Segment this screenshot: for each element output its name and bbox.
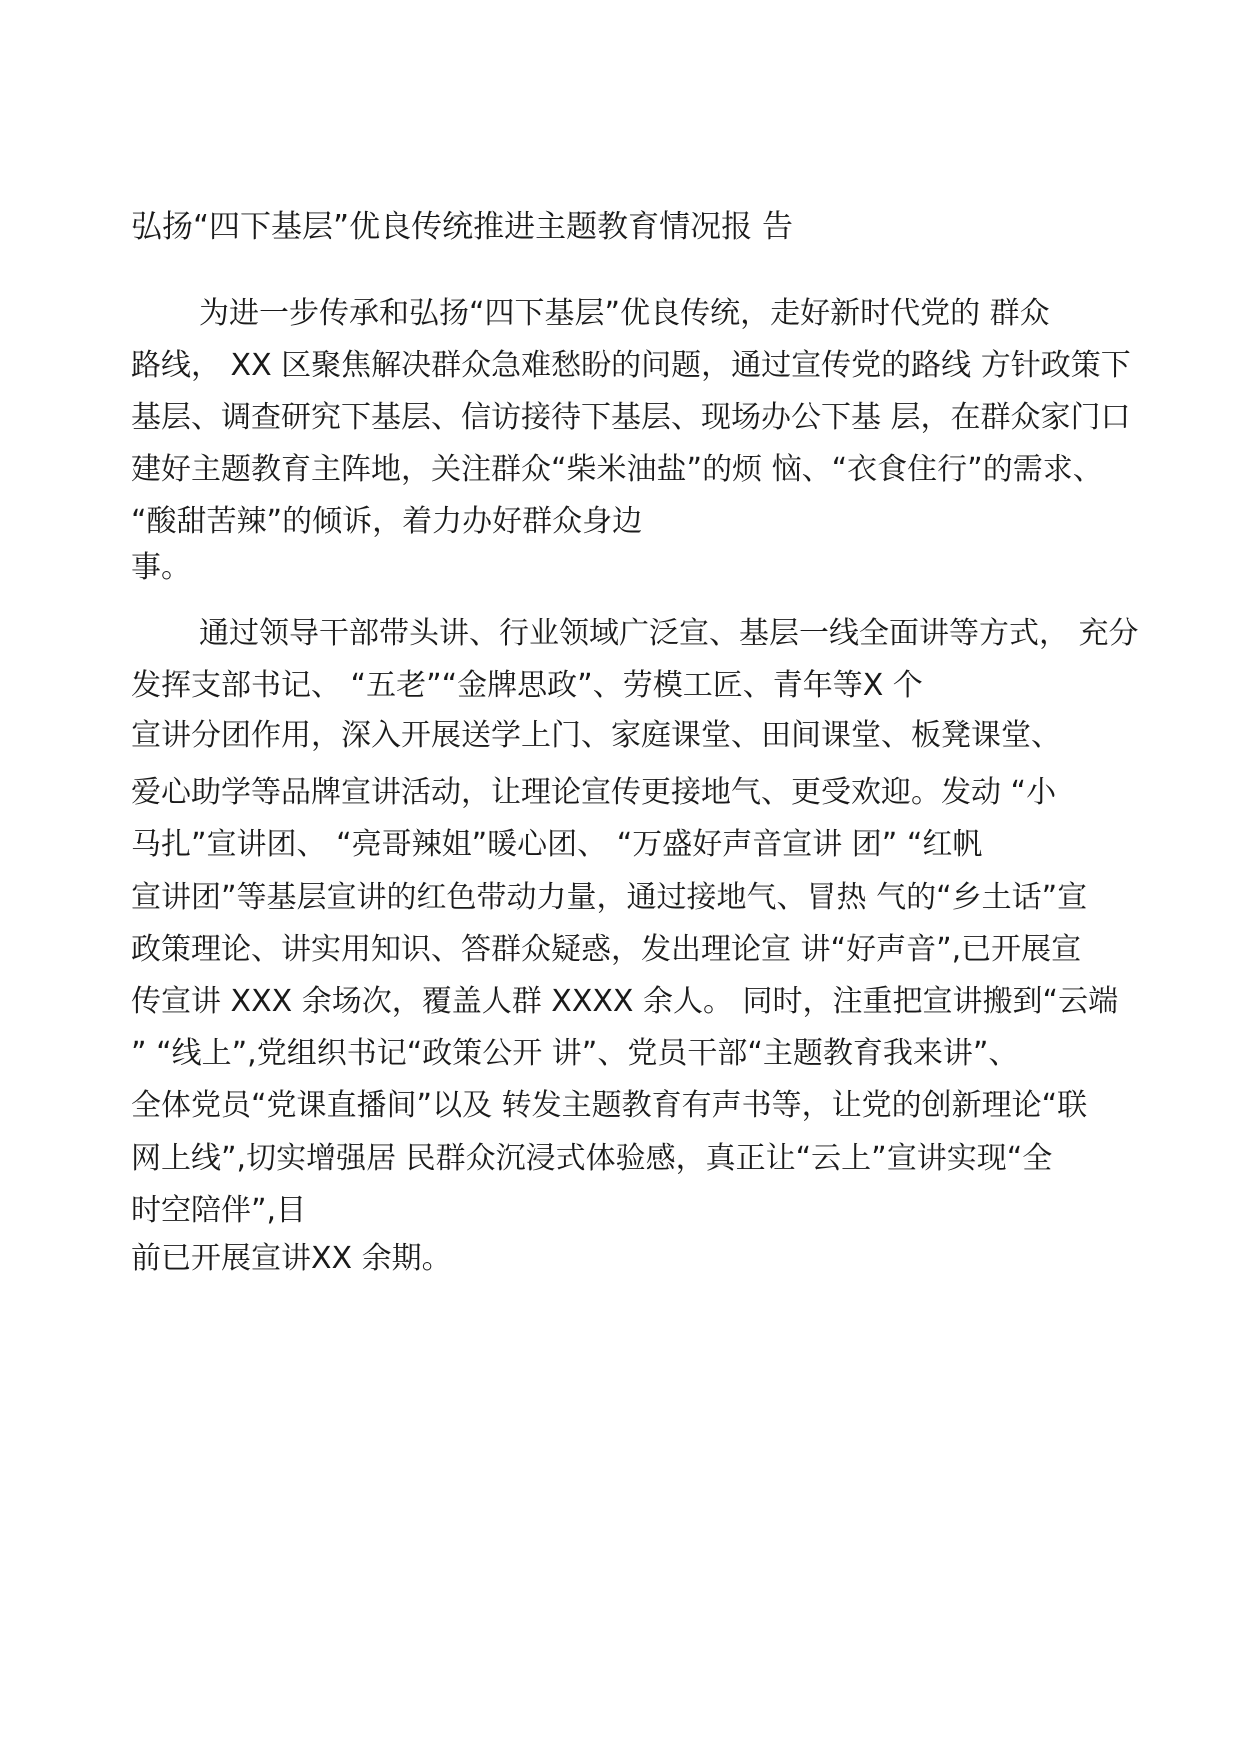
paragraph-2-line-8: 传宣讲 XXX 余场次，覆盖人群 XXXX 余人。 同时，注重把宣讲搬到“云端 (131, 984, 1119, 1019)
document-title: 弘扬“四下基层”优良传统推进主题教育情况报 告 (131, 209, 793, 245)
paragraph-1-line-6: 事。 (131, 550, 191, 585)
paragraph-1-line-1: 为进一步传承和弘扬“四下基层”优良传统，走好新时代党的 群众 (199, 296, 1050, 331)
paragraph-1-line-3: 基层、调查研究下基层、信访接待下基层、现场办公下基 层，在群众家门口 (131, 400, 1131, 435)
paragraph-1-line-2: 路线， XX 区聚焦解决群众急难愁盼的问题，通过宣传党的路线 方针政策下 (131, 348, 1131, 383)
paragraph-2-line-6: 宣讲团”等基层宣讲的红色带动力量，通过接地气、冒热 气的“乡土话”宣 (131, 880, 1088, 915)
paragraph-2-line-10: 全体党员“党课直播间”以及 转发主题教育有声书等，让党的创新理论“联 (131, 1088, 1088, 1123)
paragraph-1-line-4: 建好主题教育主阵地，关注群众“柴米油盐”的烦 恼、“衣食住行”的需求、 (131, 452, 1103, 487)
paragraph-2-line-1: 通过领导干部带头讲、行业领域广泛宣、基层一线全面讲等方式， 充分 (199, 616, 1139, 651)
paragraph-2-line-12: 时空陪伴”,目 (131, 1193, 307, 1228)
paragraph-2-line-7: 政策理论、讲实用知识、答群众疑惑，发出理论宣 讲“好声音”,已开展宣 (131, 932, 1082, 967)
paragraph-2-line-4: 爱心助学等品牌宣讲活动，让理论宣传更接地气、更受欢迎。发动 “小 (131, 775, 1057, 810)
paragraph-2-line-3: 宣讲分团作用，深入开展送学上门、家庭课堂、田间课堂、板凳课堂、 (131, 718, 1061, 753)
paragraph-2-line-5: 马扎”宣讲团、 “亮哥辣姐”暖心团、 “万盛好声音宣讲 团” “红帆 (131, 827, 983, 862)
paragraph-1-line-5: “酸甜苦辣”的倾诉，着力办好群众身边 (131, 504, 643, 539)
paragraph-2-line-9: ” “线上”,党组织书记“政策公开 讲”、党员干部“主题教育我来讲”、 (131, 1036, 1019, 1071)
paragraph-2-line-13: 前已开展宣讲XX 余期。 (131, 1241, 452, 1276)
paragraph-2-line-11: 网上线”,切实增强居 民群众沉浸式体验感，真正让“云上”宣讲实现“全 (131, 1141, 1053, 1176)
paragraph-2-line-2: 发挥支部书记、 “五老”“金牌思政”、劳模工匠、青年等X 个 (131, 668, 923, 703)
